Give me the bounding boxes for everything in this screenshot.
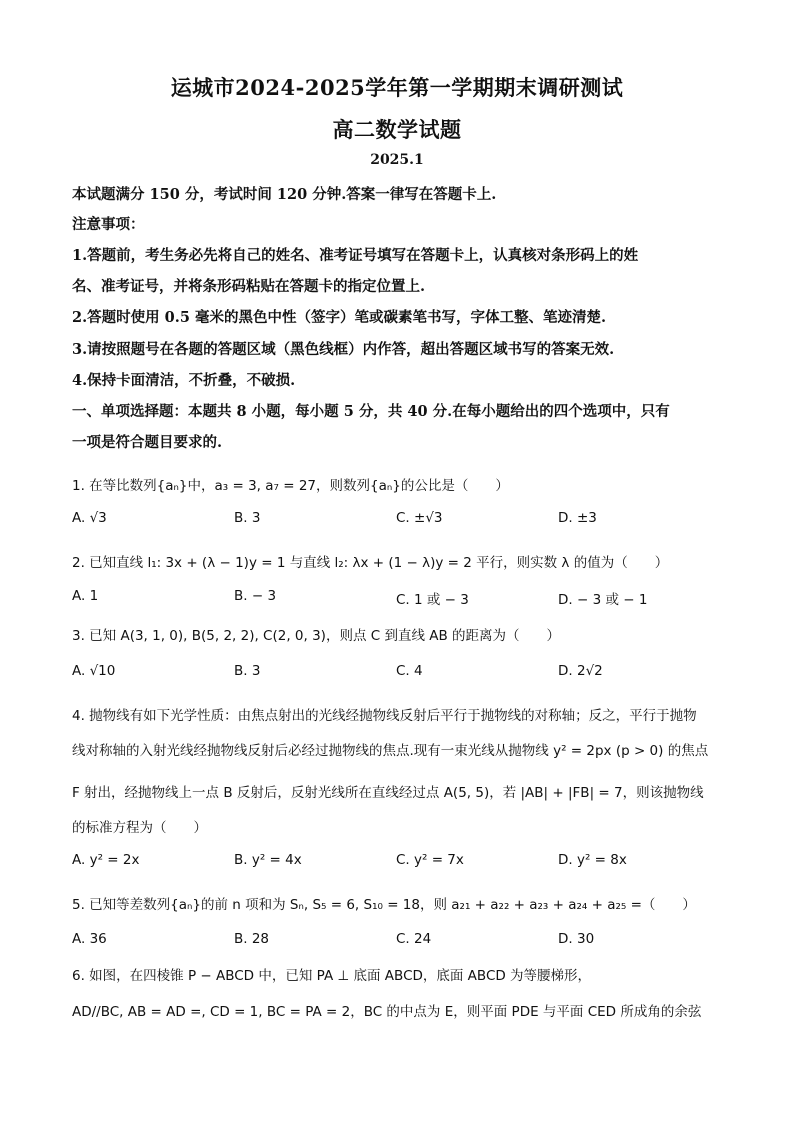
exam-subtitle: 高二数学试题 [332,117,462,142]
question-5: 5. 已知等差数列{aₙ}的前 n 项和为 Sₙ, S₅ = 6, S₁₀ = 18，则 a₂₁ + a₂₂ + a₂₃ + a₂₄ + a₂₅ =（ ） [72,897,696,913]
q1-option-d: D. ±3 [558,510,597,526]
section1-heading-b: 一项是符合题目要求的. [72,434,223,451]
q4-option-b: B. y² = 4x [234,852,302,868]
q2-option-c: C. 1 或 − 3 [396,592,469,608]
q4-option-c: C. y² = 7x [396,852,464,868]
question-4-line-1: 4. 抛物线有如下光学性质：由焦点射出的光线经抛物线反射后平行于抛物线的对称轴；反之，平行于抛物 [72,708,697,724]
q2-option-a: A. 1 [72,588,99,604]
q5-option-c: C. 24 [396,931,432,947]
question-4-line-2: 线对称轴的入射光线经抛物线反射后必经过抛物线的焦点.现有一束光线从抛物线 y² = 2px (p > 0) 的焦点 [72,743,709,759]
notice-2: 2.答题时使用 0.5 毫米的黑色中性（签字）笔或碳素笔书写，字体工整、笔迹清楚. [72,309,607,326]
question-4-line-3: F 射出，经抛物线上一点 B 反射后，反射光线所在直线经过点 A(5, 5)，若 |AB| + |FB| = 7，则该抛物线 [72,785,704,801]
notice-4: 4.保持卡面清洁，不折叠，不破损. [72,372,296,389]
q5-option-b: B. 28 [234,931,270,947]
q1-option-c: C. ±√3 [396,510,443,526]
question-5-options [72,931,732,951]
q1-option-a: A. √3 [72,510,107,526]
question-6-line-1: 6. 如图，在四棱锥 P − ABCD 中，已知 PA ⊥ 底面 ABCD，底面 ABCD 为等腰梯形， [72,968,592,984]
notice-1a: 1.答题前，考生务必先将自己的姓名、准考证号填写在答题卡上，认真核对条形码上的姓 [72,247,639,264]
question-6-line-2: AD//BC, AB = AD =, CD = 1, BC = PA = 2，BC 的中点为 E，则平面 PDE 与平面 CED 所成角的余弦 [72,1004,702,1020]
question-1: 1. 在等比数列{aₙ}中，a₃ = 3, a₇ = 27，则数列{aₙ}的公比是（ ） [72,478,509,494]
q5-option-a: A. 36 [72,931,107,947]
exam-title: 运城市2024-2025学年第一学期期末调研测试 [170,75,624,100]
section1-heading-a: 一、单项选择题：本题共 8 小题，每小题 5 分，共 40 分.在每小题给出的四个选项中，只有 [72,403,670,420]
exam-info: 本试题满分 150 分，考试时间 120 分钟.答案一律写在答题卡上. [72,186,497,203]
question-2-options [72,588,732,608]
q1-option-b: B. 3 [234,510,261,526]
notice-3: 3.请按照题号在各题的答题区域（黑色线框）内作答，超出答题区域书写的答案无效. [72,341,615,358]
q3-option-d: D. 2√2 [558,663,603,679]
notice-heading: 注意事项： [72,216,145,233]
q2-option-d: D. − 3 或 − 1 [558,592,648,608]
question-4-line-4: 的标准方程为（ ） [72,820,207,836]
notice-1b: 名、准考证号，并将条形码粘贴在答题卡的指定位置上. [72,278,426,295]
q3-option-c: C. 4 [396,663,423,679]
q3-option-b: B. 3 [234,663,261,679]
question-3: 3. 已知 A(3, 1, 0), B(5, 2, 2), C(2, 0, 3)，则点 C 到直线 AB 的距离为（ ） [72,628,561,644]
q4-option-d: D. y² = 8x [558,852,627,868]
question-3-options [72,663,732,683]
q4-option-a: A. y² = 2x [72,852,140,868]
question-1-options [72,510,732,530]
q2-option-b: B. − 3 [234,588,277,604]
question-4-options [72,852,732,872]
q3-option-a: A. √10 [72,663,116,679]
q5-option-d: D. 30 [558,931,595,947]
exam-date: 2025.1 [370,152,424,168]
question-2: 2. 已知直线 l₁: 3x + (λ − 1)y = 1 与直线 l₂: λx + (1 − λ)y = 2 平行，则实数 λ 的值为（ ） [72,555,669,571]
